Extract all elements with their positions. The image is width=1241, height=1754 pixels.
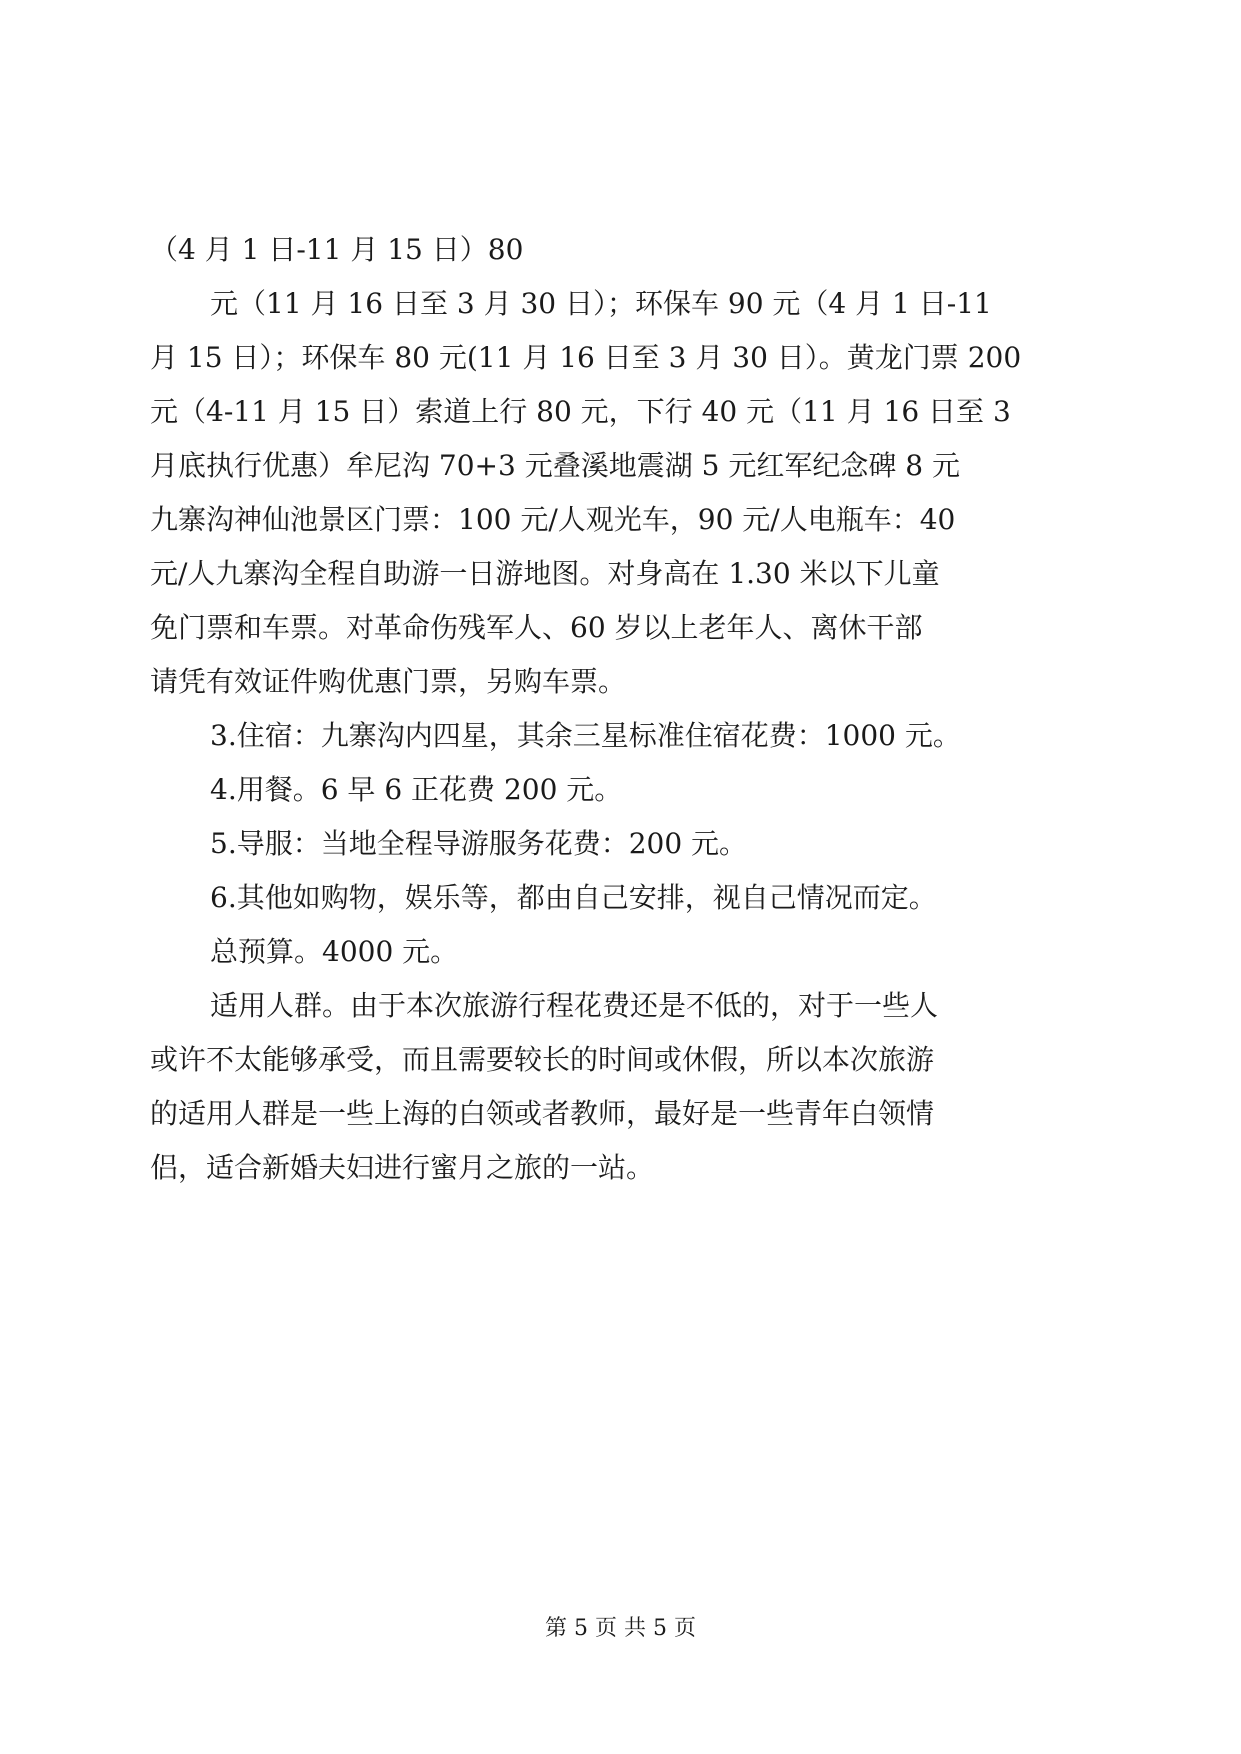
text-line: 6.其他如购物，娱乐等，都由自己安排，视自己情况而定。 — [210, 881, 937, 914]
text-line: 侣，适合新婚夫妇进行蜜月之旅的一站。 — [150, 1151, 655, 1184]
text-line: 元（11 月 16 日至 3 月 30 日）；环保车 90 元（4 月 1 日-11 — [210, 287, 992, 320]
text-line: 适用人群。由于本次旅游行程花费还是不低的，对于一些人 — [210, 989, 939, 1022]
text-line: 九寨沟神仙池景区门票：100 元/人观光车，90 元/人电瓶车：40 — [150, 503, 956, 536]
text-line: 5.导服：当地全程导游服务花费：200 元。 — [210, 827, 748, 860]
text-line: 的适用人群是一些上海的白领或者教师，最好是一些青年白领情 — [150, 1097, 935, 1130]
text-line: 免门票和车票。对革命伤残军人、60 岁以上老年人、离休干部 — [150, 611, 923, 644]
text-line: 月底执行优惠）牟尼沟 70+3 元叠溪地震湖 5 元红军纪念碑 8 元 — [150, 449, 960, 482]
text-line: （4 月 1 日-11 月 15 日）80 — [150, 233, 524, 266]
text-line: 元（4-11 月 15 日）索道上行 80 元，下行 40 元（11 月 16 日至 3 — [150, 395, 1011, 428]
text-line: 总预算。4000 元。 — [210, 935, 459, 968]
text-line: 4.用餐。6 早 6 正花费 200 元。 — [210, 773, 623, 806]
text-line: 月 15 日）；环保车 80 元(11 月 16 日至 3 月 30 日）。黄龙门票 200 — [150, 341, 1022, 374]
text-line: 3.住宿：九寨沟内四星，其余三星标准住宿花费：1000 元。 — [210, 719, 961, 752]
text-line: 元/人九寨沟全程自助游一日游地图。对身高在 1.30 米以下儿童 — [150, 557, 940, 590]
text-line: 请凭有效证件购优惠门票，另购车票。 — [150, 665, 627, 698]
page-footer: 第 5 页 共 5 页 — [545, 1616, 696, 1641]
text-line: 或许不太能够承受，而且需要较长的时间或休假，所以本次旅游 — [150, 1043, 935, 1076]
